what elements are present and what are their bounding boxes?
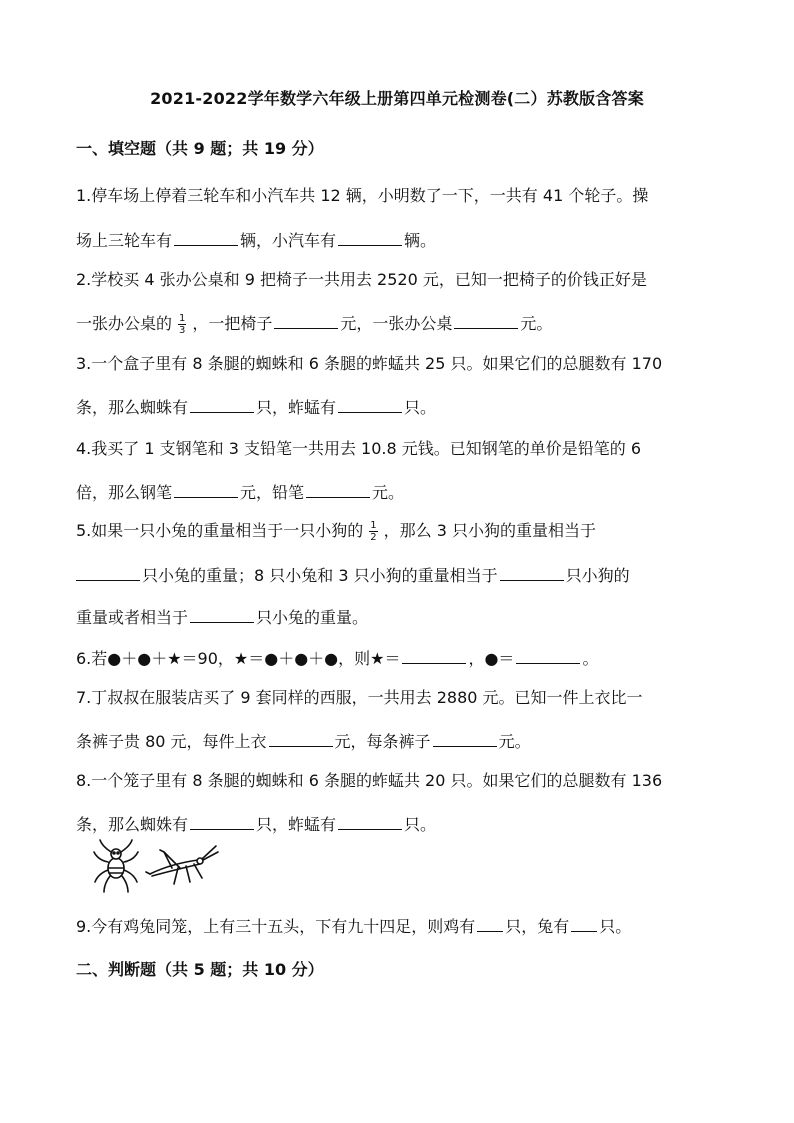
q1-text: 辆，小汽车有 bbox=[240, 231, 337, 250]
q8-line-2 bbox=[76, 813, 726, 835]
answer-blank[interactable] bbox=[338, 229, 402, 246]
q7-line-2 bbox=[76, 730, 726, 752]
fraction-denominator: 3 bbox=[179, 325, 186, 336]
q3-line-1: 3.一个盒子里有 8 条腿的蜘蛛和 6 条腿的蚱蜢共 25 只。如果它们的总腿数有 170 bbox=[76, 354, 663, 373]
q1-text: 场上三轮车有 bbox=[76, 231, 173, 250]
answer-blank[interactable] bbox=[433, 730, 497, 747]
q4-text: 倍，那么钢笔 bbox=[76, 483, 173, 502]
q2-line-1: 2.学校买 4 张办公桌和 9 把椅子一共用去 2520 元，已知一把椅子的价钱正好是 bbox=[76, 270, 647, 289]
answer-blank[interactable] bbox=[190, 813, 254, 830]
section-true-false-heading: 二、判断题（共 5 题；共 10 分） bbox=[76, 960, 324, 979]
answer-blank[interactable] bbox=[190, 606, 254, 623]
q5-text: 5.如果一只小兔的重量相当于一只小狗的 bbox=[76, 521, 364, 540]
q1-line-2 bbox=[76, 229, 726, 251]
q5-line-2 bbox=[76, 564, 726, 586]
q9-text: 只，兔有 bbox=[505, 917, 570, 936]
answer-blank[interactable] bbox=[174, 229, 238, 246]
q2-text: 元，一张办公桌 bbox=[340, 314, 453, 333]
q2-line-2 bbox=[76, 312, 726, 336]
answer-blank[interactable] bbox=[338, 813, 402, 830]
q3-text: 条，那么蜘蛛有 bbox=[76, 398, 189, 417]
answer-blank[interactable] bbox=[477, 915, 503, 932]
answer-blank[interactable] bbox=[402, 647, 466, 664]
answer-blank[interactable] bbox=[516, 647, 580, 664]
answer-blank[interactable] bbox=[269, 730, 333, 747]
q7-line-1: 7.丁叔叔在服装店买了 9 套同样的西服，一共用去 2880 元。已知一件上衣比一 bbox=[76, 688, 643, 707]
q9-line-1 bbox=[76, 915, 726, 937]
answer-blank[interactable] bbox=[174, 481, 238, 498]
q3-text: 只，蚱蜢有 bbox=[256, 398, 337, 417]
spider-icon bbox=[94, 840, 138, 892]
q4-line-1: 4.我买了 1 支钢笔和 3 支铅笔一共用去 10.8 元钱。已知钢笔的单价是铅笔的 6 bbox=[76, 439, 642, 458]
q1-text: 辆。 bbox=[404, 231, 437, 250]
answer-blank[interactable] bbox=[76, 564, 140, 581]
answer-blank[interactable] bbox=[500, 564, 564, 581]
q5-text: ，那么 3 只小狗的重量相当于 bbox=[383, 521, 597, 540]
q8-text: 条，那么蜘姝有 bbox=[76, 815, 189, 834]
spider-grasshopper-illustration bbox=[90, 838, 220, 896]
fraction-one-half bbox=[369, 520, 377, 543]
q3-line-2 bbox=[76, 396, 726, 418]
q7-text: 元，每条裤子 bbox=[334, 732, 431, 751]
q5-line-1 bbox=[76, 520, 726, 543]
fraction-numerator: 1 bbox=[370, 520, 377, 531]
fraction-numerator: 1 bbox=[179, 313, 186, 324]
q6-text: 。 bbox=[582, 649, 599, 668]
q7-text: 条裤子贵 80 元，每件上衣 bbox=[76, 732, 267, 751]
fraction-one-third bbox=[178, 313, 186, 336]
answer-blank[interactable] bbox=[338, 396, 402, 413]
q2-text: ，一把椅子 bbox=[192, 314, 273, 333]
fraction-denominator: 2 bbox=[370, 532, 377, 543]
q5-text: 只小兔的重量；8 只小兔和 3 只小狗的重量相当于 bbox=[142, 566, 498, 585]
q4-text: 元。 bbox=[372, 483, 405, 502]
section-fill-blank-heading: 一、填空题（共 9 题；共 19 分） bbox=[76, 139, 324, 158]
q2-text: 元。 bbox=[520, 314, 553, 333]
answer-blank[interactable] bbox=[454, 312, 518, 329]
q5-line-3 bbox=[76, 606, 726, 628]
answer-blank[interactable] bbox=[274, 312, 338, 329]
q5-text: 只小兔的重量。 bbox=[256, 608, 369, 627]
page-title: 2021-2022学年数学六年级上册第四单元检测卷(二）苏教版含答案 bbox=[150, 89, 644, 108]
q5-text: 只小狗的 bbox=[565, 566, 630, 585]
q4-text: 元，铅笔 bbox=[240, 483, 305, 502]
grasshopper-icon bbox=[146, 846, 218, 884]
q8-text: 只。 bbox=[404, 815, 437, 834]
q2-text: 一张办公桌的 bbox=[76, 314, 173, 333]
q1-line-1: 1.停车场上停着三轮车和小汽车共 12 辆，小明数了一下，一共有 41 个轮子。操 bbox=[76, 186, 649, 205]
q8-line-1: 8.一个笼子里有 8 条腿的蜘蛛和 6 条腿的蚱蜢共 20 只。如果它们的总腿数有 136 bbox=[76, 771, 663, 790]
q9-text: 9.今有鸡兔同笼，上有三十五头，下有九十四足，则鸡有 bbox=[76, 917, 476, 936]
q8-text: 只，蚱蜢有 bbox=[256, 815, 337, 834]
q6-line-1 bbox=[76, 647, 726, 669]
q6-text: 6.若●＋●＋★＝90，★＝●＋●＋●，则★＝ bbox=[76, 649, 401, 668]
answer-blank[interactable] bbox=[306, 481, 370, 498]
answer-blank[interactable] bbox=[571, 915, 597, 932]
answer-blank[interactable] bbox=[190, 396, 254, 413]
q5-text: 重量或者相当于 bbox=[76, 608, 189, 627]
q4-line-2 bbox=[76, 481, 726, 503]
q9-text: 只。 bbox=[599, 917, 632, 936]
q6-text: ，●＝ bbox=[468, 649, 515, 668]
q3-text: 只。 bbox=[404, 398, 437, 417]
q7-text: 元。 bbox=[498, 732, 531, 751]
